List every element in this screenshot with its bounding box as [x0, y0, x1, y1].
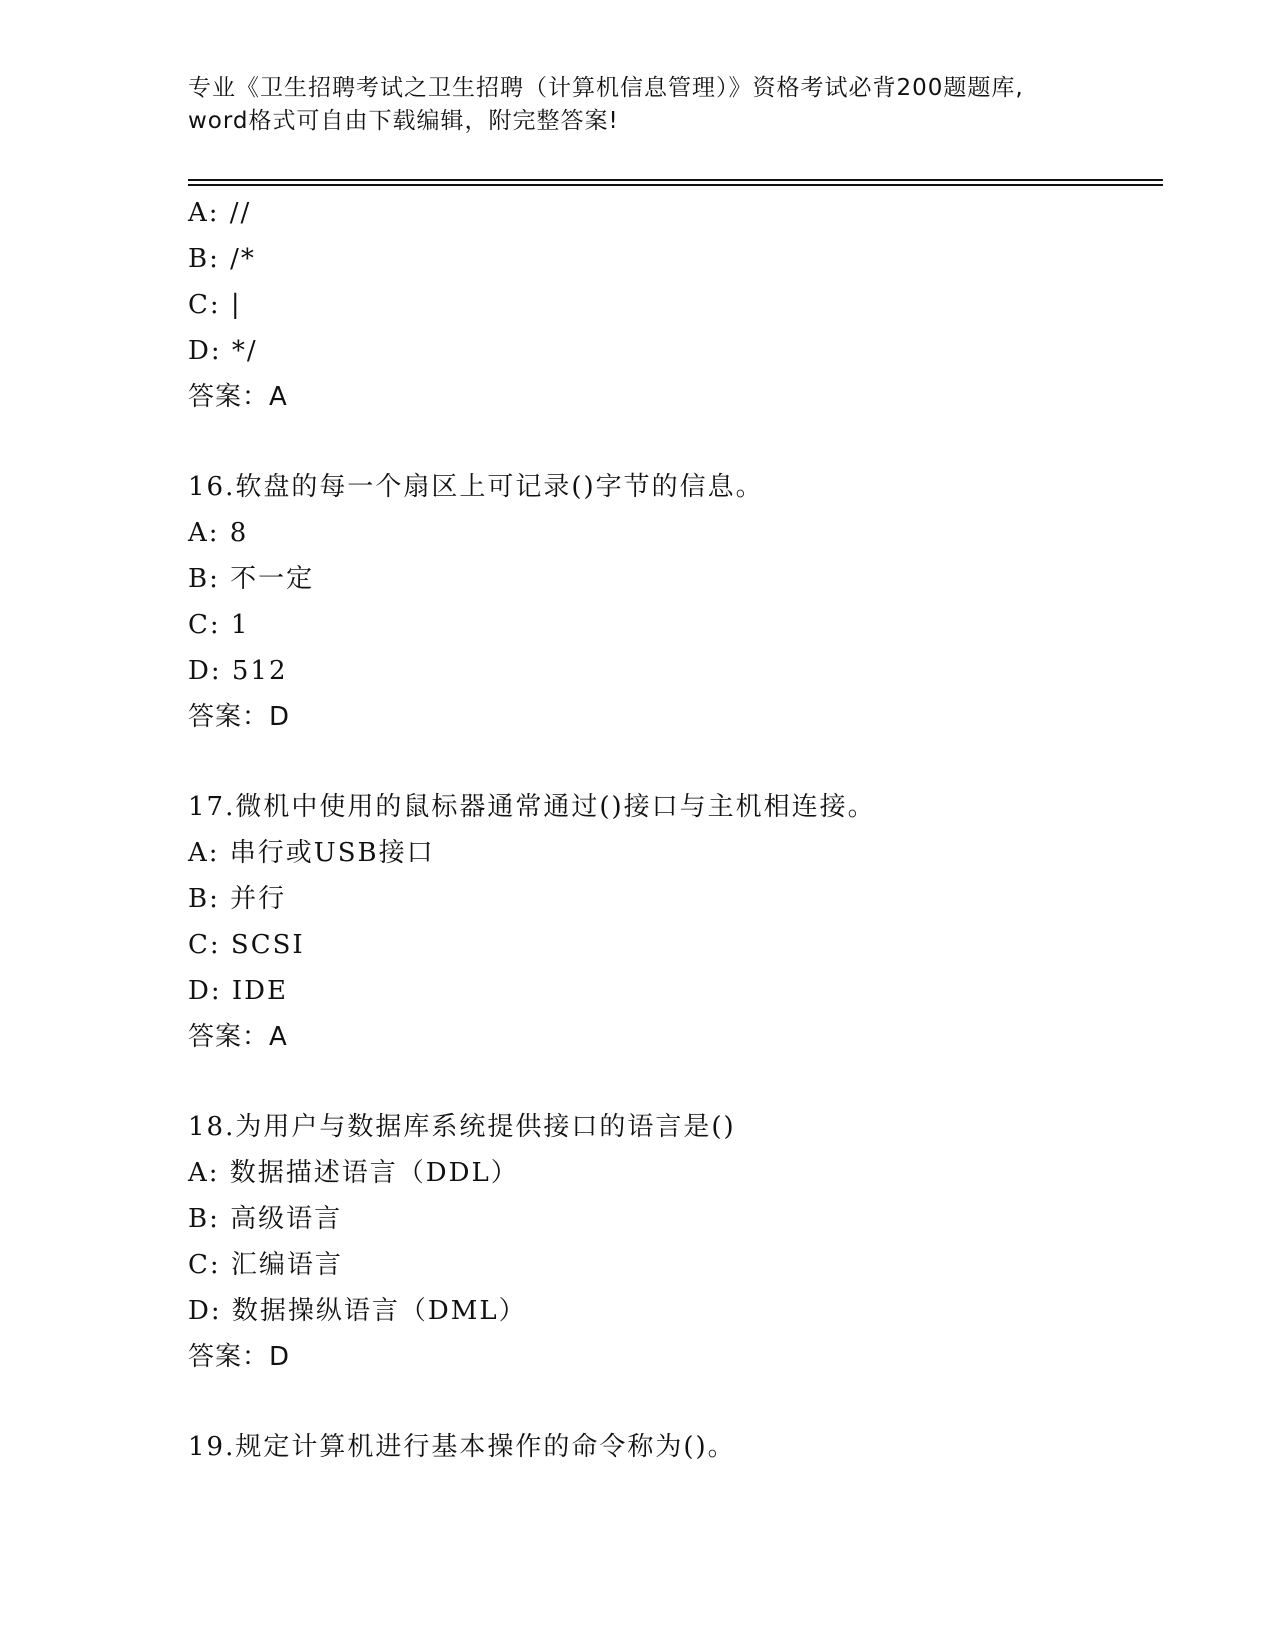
header-title-line-2: word格式可自由下载编辑，附完整答案!: [188, 108, 619, 134]
option-c: C: |: [188, 290, 242, 320]
option-b: B: 并行: [188, 884, 287, 914]
question-list: [188, 190, 1148, 1470]
block-spacer: [188, 1060, 1148, 1104]
question-block-15: [188, 190, 1148, 420]
option-d: D: IDE: [188, 976, 288, 1006]
header-divider-top: [188, 179, 1163, 181]
option-d: D: */: [188, 336, 258, 366]
header-title-line-1: 专业《卫生招聘考试之卫生招聘（计算机信息管理）》资格考试必背200题题库,: [188, 75, 1024, 101]
block-spacer: [188, 420, 1148, 464]
block-spacer: [188, 1380, 1148, 1424]
option-a: A: 串行或USB接口: [188, 838, 435, 868]
option-d: D: 数据操纵语言（DML）: [188, 1296, 527, 1326]
question-block-18: [188, 1104, 1148, 1380]
answer-label: 答案：A: [188, 382, 288, 412]
document-header: [188, 72, 1088, 138]
answer-label: 答案：D: [188, 1342, 291, 1372]
option-d: D: 512: [188, 656, 288, 686]
option-a: A: //: [188, 198, 252, 228]
option-b: B: /*: [188, 244, 256, 274]
answer-label: 答案：D: [188, 702, 291, 732]
question-text: 18.为用户与数据库系统提供接口的语言是(): [188, 1112, 736, 1142]
block-spacer: [188, 740, 1148, 784]
option-c: C: SCSI: [188, 930, 305, 960]
question-block-16: [188, 464, 1148, 740]
option-b: B: 不一定: [188, 564, 315, 594]
question-text: 17.微机中使用的鼠标器通常通过()接口与主机相连接。: [188, 792, 876, 822]
option-c: C: 汇编语言: [188, 1250, 343, 1280]
option-c: C: 1: [188, 610, 250, 640]
option-a: A: 8: [188, 518, 249, 548]
question-block-19: [188, 1424, 1148, 1470]
option-a: A: 数据描述语言（DDL）: [188, 1158, 519, 1188]
question-text: 16.软盘的每一个扇区上可记录()字节的信息。: [188, 472, 764, 502]
question-block-17: [188, 784, 1148, 1060]
header-divider-bottom: [188, 184, 1163, 186]
answer-label: 答案：A: [188, 1022, 288, 1052]
option-b: B: 高级语言: [188, 1204, 343, 1234]
question-text: 19.规定计算机进行基本操作的命令称为()。: [188, 1432, 736, 1462]
